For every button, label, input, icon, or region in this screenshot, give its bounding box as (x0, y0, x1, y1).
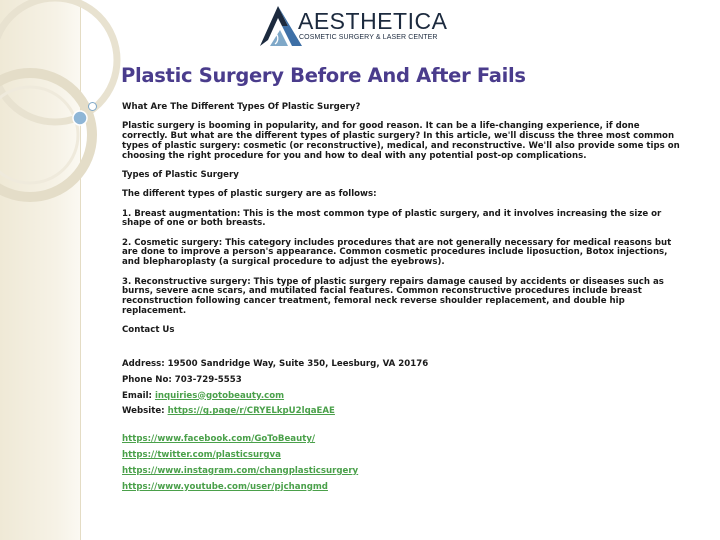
email-link[interactable]: inquiries@gotobeauty.com (154, 390, 285, 401)
blue-dot-icon (73, 111, 87, 125)
logo-name: AESTHETICA (298, 8, 448, 34)
types-lead: The different types of plastic surgery are as follows: (122, 189, 377, 200)
list-item-cosmetic-surgery: 2. Cosmetic surgery: This category includes procedures that are not generally necessary for medical reasons but are done to improve a person's appearance. Common cosmetic procedures include liposuction, Botox injections, and blepharoplasty (a surgical procedure to adjust the eyebrows). (122, 237, 672, 268)
intro-paragraph: Plastic surgery is booming in popularity, and for good reason. It can be a life-changing experience, if done correctly. But what are the different types of plastic surgery? In this article, we'll discuss the three most common types of plastic surgery: cosmetic (or reconstructive), medical, and reconstructive. We'll also provide some tips on choosing the right procedure for you and how to deal with any potential post-op complications. (122, 121, 680, 161)
list-item-breast-augmentation: 1. Breast augmentation: This is the most common type of plastic surgery, and it involves increasing the size or shape of one or both breasts. (122, 208, 662, 229)
page-title: Plastic Surgery Before And After Fails (121, 64, 526, 87)
youtube-link[interactable]: https://www.youtube.com/user/pjchangmd (122, 481, 328, 492)
question-heading: What Are The Different Types Of Plastic Surgery? (122, 102, 361, 112)
bullet-circle-icon (88, 102, 97, 111)
facebook-link[interactable]: https://www.facebook.com/GoToBeauty/ (122, 434, 316, 445)
twitter-link[interactable]: https://twitter.com/plasticsurgva (122, 450, 281, 461)
email-label: Email: (122, 390, 152, 401)
types-heading: Types of Plastic Surgery (122, 169, 239, 180)
logo-tagline: COSMETIC SURGERY & LASER CENTER (299, 34, 438, 41)
contact-email-row (122, 392, 687, 402)
article-body (122, 103, 687, 492)
contact-address: Address: 19500 Sandridge Way, Suite 350, Leesburg, VA 20176 (122, 359, 429, 370)
contact-heading: Contact Us (122, 325, 175, 336)
contact-website-row (122, 407, 687, 417)
website-label: Website: (122, 406, 165, 417)
brand-logo (258, 4, 448, 50)
list-item-reconstructive-surgery: 3. Reconstructive surgery: This type of plastic surgery repairs damage caused by accidents or diseases such as burns, severe acne scars, and mutilated facial features. Common reconstructive procedures include breast reconstruction following cancer treatment, femoral neck reverse shoulder replacement, and double hip replacement. (122, 276, 664, 316)
contact-phone: Phone No: 703-729-5553 (122, 374, 242, 385)
website-link[interactable]: https://g.page/r/CRYELkpU2lqaEAE (167, 406, 335, 417)
instagram-link[interactable]: https://www.instagram.com/changplasticsurgery (122, 465, 359, 476)
